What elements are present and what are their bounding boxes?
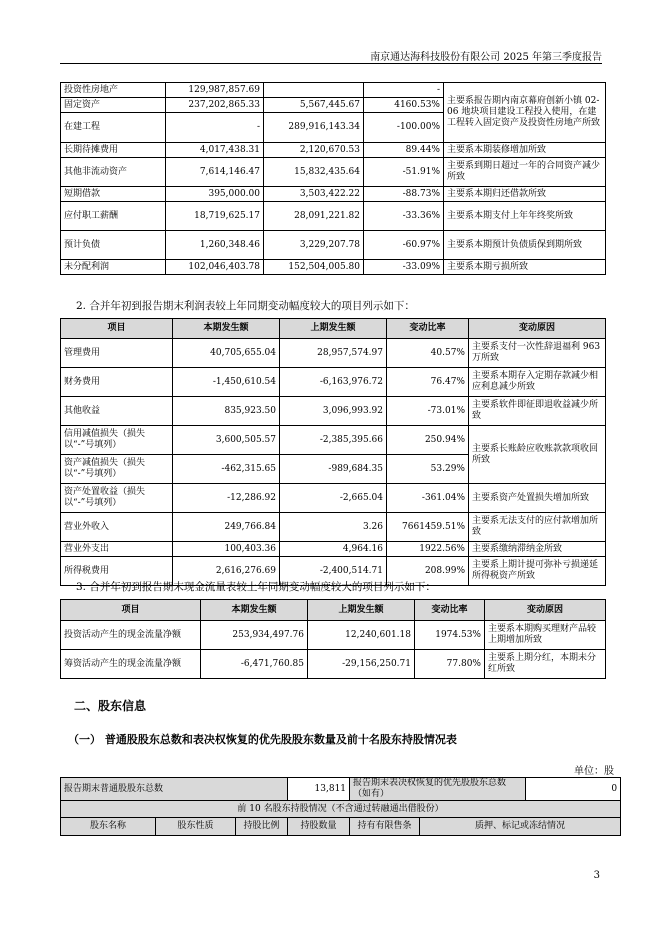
current-cell: 249,766.84 (173, 513, 280, 542)
change-cell: - (364, 83, 444, 98)
item-cell: 未分配利润 (61, 260, 166, 275)
table-row (61, 484, 606, 513)
section-title-shareholders: 二、股东信息 (74, 699, 147, 713)
top10-subtitle: 前 10 名股东持股情况（不含通过转融通出借股份） (61, 801, 621, 818)
column-header: 股东名称 (61, 818, 156, 836)
reason-cell: 主要系本期购买理财产品较上期增加所致 (485, 621, 606, 650)
reason-cell: 主要系上期分红，本期未分红所致 (485, 650, 606, 679)
table-row (61, 158, 606, 187)
column-header: 本期发生额 (173, 319, 280, 339)
table-row (61, 368, 606, 397)
current-cell: 3,600,505.57 (173, 426, 280, 455)
page-number: 3 (593, 870, 600, 881)
change-cell: 77.80% (415, 650, 485, 679)
prior-cell: 289,916,143.34 (264, 113, 364, 143)
merged-reason-cell: 主要系长账龄应收账款款项收回所致 (469, 426, 606, 484)
column-header: 变动原因 (485, 600, 606, 621)
column-header: 项目 (61, 319, 173, 339)
column-header: 持有有限售条 (350, 818, 420, 836)
table-row (61, 260, 606, 275)
current-cell: -1,450,610.54 (173, 368, 280, 397)
prior-cell: -29,156,250.71 (308, 650, 415, 679)
current-cell: 237,202,865.33 (166, 98, 264, 113)
table-row (61, 202, 606, 231)
table-row (61, 778, 621, 801)
current-cell: 4,017,438.31 (166, 143, 264, 158)
item-cell: 固定资产 (61, 98, 166, 113)
reason-cell: 主要系软件即征即退收益减少所致 (469, 397, 606, 426)
change-cell: -100.00% (364, 113, 444, 143)
item-cell: 短期借款 (61, 187, 166, 202)
column-header: 质押、标记或冻结情况 (420, 818, 621, 836)
prior-cell: -6,163,976.72 (280, 368, 387, 397)
table-row (61, 650, 606, 679)
current-cell: -462,315.65 (173, 455, 280, 484)
common-shareholder-count-label: 报告期末普通股股东总数 (61, 778, 288, 801)
table-row (61, 231, 606, 260)
current-cell: 835,923.50 (173, 397, 280, 426)
reason-cell: 主要系本期支付上年年终奖所致 (444, 202, 606, 231)
change-cell: 1974.53% (415, 621, 485, 650)
prior-cell: 4,964.16 (280, 542, 387, 557)
table-row (61, 83, 606, 98)
item-cell: 投资活动产生的现金流量净额 (61, 621, 201, 650)
reason-cell: 主要系上期计提可弥补亏损递延所得税资产所致 (469, 557, 606, 586)
shareholder-table (60, 777, 621, 836)
prior-cell: 28,091,221.82 (264, 202, 364, 231)
current-cell: 18,719,625.17 (166, 202, 264, 231)
common-shareholder-count-value: 13,811 (288, 778, 350, 801)
prior-cell: 5,567,445.67 (264, 98, 364, 113)
page-header: 南京通达海科技股份有限公司 2025 年第三季度报告 (370, 52, 602, 63)
item-cell: 其他收益 (61, 397, 173, 426)
income-statement-intro: 2. 合并年初到报告期末利润表较上年同期变动幅度较大的项目列示如下： (76, 300, 415, 312)
reason-cell: 主要系本期装修增加所致 (444, 143, 606, 158)
preferred-shareholder-count-value: 0 (526, 778, 621, 801)
item-cell: 所得税费用 (61, 557, 173, 586)
table-header-row (61, 818, 621, 836)
item-cell: 在建工程 (61, 113, 166, 143)
change-cell: 40.57% (387, 339, 469, 368)
current-cell: - (166, 113, 264, 143)
reason-cell: 主要系本期存入定期存款减少相应利息减少所致 (469, 368, 606, 397)
change-cell: 53.29% (387, 455, 469, 484)
prior-cell: 2,120,670.53 (264, 143, 364, 158)
change-cell: 7661459.51% (387, 513, 469, 542)
section-subtitle-shareholder-table: （一） 普通股股东总数和表决权恢复的优先股股东数量及前十名股东持股情况表 (68, 733, 457, 746)
column-header: 变动原因 (469, 319, 606, 339)
table-row (61, 801, 621, 818)
prior-cell: 3,229,207.78 (264, 231, 364, 260)
item-cell: 营业外收入 (61, 513, 173, 542)
preferred-shareholder-count-label: 报告期末表决权恢复的优先股股东总数（如有） (350, 778, 526, 801)
balance-sheet-change-table (60, 82, 606, 275)
change-cell: -361.04% (387, 484, 469, 513)
item-cell: 信用减值损失（损失以“-”号填列） (61, 426, 173, 455)
current-cell: -12,286.92 (173, 484, 280, 513)
current-cell: 102,046,403.78 (166, 260, 264, 275)
current-cell: 129,987,857.69 (166, 83, 264, 98)
prior-cell: -2,400,514.71 (280, 557, 387, 586)
current-cell: 395,000.00 (166, 187, 264, 202)
item-cell: 其他非流动资产 (61, 158, 166, 187)
prior-cell: 3,096,993.92 (280, 397, 387, 426)
item-cell: 应付职工薪酬 (61, 202, 166, 231)
item-cell: 营业外支出 (61, 542, 173, 557)
cash-flow-change-table (60, 599, 606, 679)
prior-cell: 28,957,574.97 (280, 339, 387, 368)
column-header: 项目 (61, 600, 201, 621)
change-cell: -60.97% (364, 231, 444, 260)
prior-cell: 152,504,005.80 (264, 260, 364, 275)
table-row (61, 187, 606, 202)
change-cell: 1922.56% (387, 542, 469, 557)
prior-cell: 3,503,422.22 (264, 187, 364, 202)
table-row (61, 621, 606, 650)
table-row (61, 339, 606, 368)
change-cell: 89.44% (364, 143, 444, 158)
income-statement-change-table (60, 318, 606, 586)
column-header: 持股数量 (288, 818, 350, 836)
item-cell: 预计负债 (61, 231, 166, 260)
current-cell: 253,934,497.76 (201, 621, 308, 650)
change-cell: 4160.53% (364, 98, 444, 113)
current-cell: 7,614,146.47 (166, 158, 264, 187)
item-cell: 资产处置收益（损失以“-”号填列） (61, 484, 173, 513)
change-cell: -33.36% (364, 202, 444, 231)
merged-reason-cell: 主要系报告期内南京幕府创新小镇 02-06 地块项目建设工程投入使用，在建工程转入固定资产及投资性房地产所致 (444, 83, 606, 143)
reason-cell: 主要系支付一次性辞退福利 963 万所致 (469, 339, 606, 368)
reason-cell: 主要系资产处置损失增加所致 (469, 484, 606, 513)
change-cell: 76.47% (387, 368, 469, 397)
current-cell: 100,403.36 (173, 542, 280, 557)
reason-cell: 主要系本期归还借款所致 (444, 187, 606, 202)
reason-cell: 主要系无法支付的应付款增加所致 (469, 513, 606, 542)
table-header-row (61, 319, 606, 339)
column-header: 股东性质 (156, 818, 236, 836)
unit-label: 单位：股 (574, 766, 614, 777)
change-cell: 250.94% (387, 426, 469, 455)
column-header: 变动比率 (415, 600, 485, 621)
cash-flow-intro: 3. 合并年初到报告期末现金流量表较上年同期变动幅度较大的项目列示如下： (76, 581, 436, 593)
prior-cell (264, 83, 364, 98)
table-row (61, 143, 606, 158)
table-header-row (61, 600, 606, 621)
item-cell: 资产减值损失（损失以“-”号填列） (61, 455, 173, 484)
reason-cell: 主要系缴纳滞纳金所致 (469, 542, 606, 557)
prior-cell: -989,684.35 (280, 455, 387, 484)
prior-cell: 3.26 (280, 513, 387, 542)
column-header: 变动比率 (387, 319, 469, 339)
header-divider (60, 63, 602, 64)
current-cell: -6,471,760.85 (201, 650, 308, 679)
change-cell: -88.73% (364, 187, 444, 202)
table-row (61, 542, 606, 557)
column-header: 持股比例 (236, 818, 288, 836)
table-row (61, 397, 606, 426)
reason-cell: 主要系本期预计负债质保到期所致 (444, 231, 606, 260)
column-header: 本期发生额 (201, 600, 308, 621)
change-cell: -51.91% (364, 158, 444, 187)
item-cell: 财务费用 (61, 368, 173, 397)
prior-cell: 12,240,601.18 (308, 621, 415, 650)
prior-cell: -2,665.04 (280, 484, 387, 513)
change-cell: -73.01% (387, 397, 469, 426)
column-header: 上期发生额 (280, 319, 387, 339)
current-cell: 1,260,348.46 (166, 231, 264, 260)
item-cell: 筹资活动产生的现金流量净额 (61, 650, 201, 679)
item-cell: 管理费用 (61, 339, 173, 368)
current-cell: 40,705,655.04 (173, 339, 280, 368)
table-row (61, 426, 606, 455)
table-row (61, 513, 606, 542)
change-cell: 208.99% (387, 557, 469, 586)
item-cell: 投资性房地产 (61, 83, 166, 98)
item-cell: 长期待摊费用 (61, 143, 166, 158)
column-header: 上期发生额 (308, 600, 415, 621)
change-cell: -33.09% (364, 260, 444, 275)
current-cell: 2,616,276.69 (173, 557, 280, 586)
prior-cell: 15,832,435.64 (264, 158, 364, 187)
prior-cell: -2,385,395.66 (280, 426, 387, 455)
reason-cell: 主要系到期日超过一年的合同资产减少所致 (444, 158, 606, 187)
reason-cell: 主要系本期亏损所致 (444, 260, 606, 275)
